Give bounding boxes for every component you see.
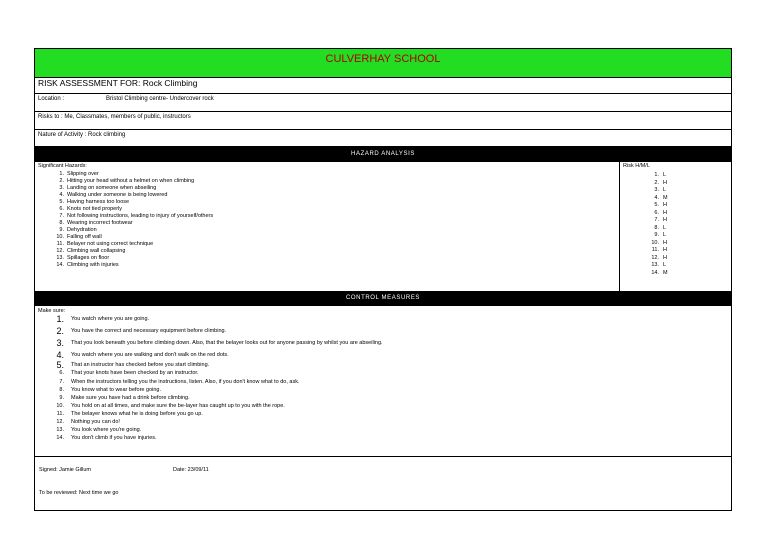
hazard-number: 2. [59,178,64,184]
control-text: You watch where you are walking and don't walk on the red dots. [71,352,229,358]
rating-level: H [663,239,667,246]
location-row [35,94,731,112]
control-text: You look where you're going. [71,427,142,433]
control-text: That you look beneath you before climbing down. Also, that the belayer looks out for anyone passing by whilst you are abseiling. [71,340,383,346]
hazard-text: Belayer not using correct technique [67,241,154,247]
ratings-heading: Risk H/M/L [623,163,650,169]
hazard-text: Walking under someone is being lowered [67,192,168,198]
hazard-number: 6. [59,206,64,212]
control-text: You hold on at all times, and make sure the be-layer has caught up to you with the rope. [71,403,285,409]
control-text: That your knots have been checked by an instructor. [71,370,199,376]
rating-number: 7. [654,217,659,223]
control-number: 13. [56,427,64,433]
control-number: 2. [56,326,64,336]
controls-section [35,306,731,457]
hazard-number: 8. [59,220,64,226]
rating-number: 2. [654,179,659,186]
control-number: 3. [56,338,64,348]
control-number: 12. [56,419,64,425]
control-number: 8. [59,387,64,393]
hazard-number: 5. [59,199,64,205]
signed-by: Signed: Jamie Gillum [39,467,91,473]
hazard-number: 3. [59,185,64,191]
review-note: To be reviewed: Next time we go [39,490,119,496]
hazard-text: Climbing wall collapsing [67,248,126,254]
control-number: 7. [59,379,64,385]
control-text: When the instructors telling you the instructions, listen. Also, if you don't know what to do, ask. [71,379,300,385]
control-text: You know what to wear before going. [71,387,161,393]
hazard-number: 10. [56,234,64,240]
rating-level: L [663,232,667,238]
rating-number: 13. [651,262,659,268]
hazard-text: Slipping over [67,171,99,177]
school-title: CULVERHAY SCHOOL [35,49,731,78]
hazard-text: Spillages on floor [67,255,110,261]
control-text: Nothing you can do! [71,419,120,425]
hazard-text: Landing on someone when abseiling [67,185,157,191]
rating-number: 11. [651,247,659,253]
nature-of-activity-row: Nature of Activity : Rock climbing [35,130,731,147]
control-number: 9. [59,395,64,401]
rating-level: H [663,202,667,208]
control-text: Make sure you have had a drink before climbing. [71,395,190,401]
date: Date: 23/09/11 [173,467,209,473]
hazard-text: Falling off wall [67,234,102,240]
rating-level: H [663,247,667,253]
hazard-number: 7. [59,213,64,219]
control-number: 11. [56,411,64,417]
hazard-text: Not following instructions, leading to injury of yourself/others [67,213,214,219]
rating-level: L [663,262,667,268]
risk-assessment-document [34,48,732,511]
make-sure-label: Make sure: [38,308,66,314]
hazard-number: 1. [59,171,64,177]
hazard-number: 4. [59,192,64,198]
control-number: 10. [56,403,64,409]
rating-number: 9. [654,232,659,238]
hazard-analysis-band: HAZARD ANALYSIS [35,147,731,162]
risks-to-row: Risks to : Me, Classmates, members of public, instructors [35,112,731,130]
hazard-text: Wearing incorrect footwear [67,220,133,226]
control-text: You watch where you are going. [71,316,150,322]
rating-number: 6. [654,209,659,216]
control-measures-band: CONTROL MEASURES [35,291,731,306]
rating-number: 3. [654,187,659,193]
hazard-text: Hitting your head without a helmet on when climbing [67,178,195,184]
hazard-text: Having harness too loose [67,199,130,205]
hazard-text: Dehydration [67,227,97,233]
control-number: 6. [59,370,64,376]
control-text: You don't climb if you have injuries. [71,435,157,441]
rating-level: M [663,194,668,201]
control-text: That an instructor has checked before you start climbing. [71,362,210,368]
rating-level: H [663,209,667,216]
ratings-section [620,162,733,291]
hazard-text: Climbing with injuries [67,262,119,268]
hazards-section [35,162,620,291]
rating-number: 8. [654,224,659,231]
rating-number: 12. [651,254,659,261]
rating-level: H [663,217,667,223]
rating-level: H [663,254,667,261]
control-number: 4. [56,350,64,360]
hazard-number: 12. [56,248,64,254]
rating-level: L [663,224,667,231]
location-label: Location : [38,96,65,102]
hazard-number: 13. [56,255,64,261]
hazards-heading: Significant Hazards: [38,163,87,169]
rating-level: M [663,269,668,276]
hazard-number: 14. [56,262,64,268]
rating-number: 4. [654,194,659,201]
rating-number: 1. [654,172,659,178]
rating-number: 10. [651,239,659,246]
location-value: Bristol Climbing centre- Undercover rock [106,96,214,102]
control-number: 5. [56,360,64,370]
rating-level: L [663,187,667,193]
control-number: 14. [56,435,64,441]
hazard-text: Knots not tied properly [67,206,123,212]
risk-assessment-title: RISK ASSESSMENT FOR: Rock Climbing [35,78,731,94]
rating-number: 5. [654,202,659,208]
hazard-number: 9. [59,227,64,233]
hazard-number: 11. [56,241,64,247]
control-text: You have the correct and necessary equipment before climbing. [71,328,227,334]
rating-number: 14. [651,269,659,276]
rating-level: L [663,172,667,178]
rating-level: H [663,179,667,186]
control-number: 1. [56,314,64,324]
control-text: The belayer knows what he is doing before you go up. [71,411,203,417]
